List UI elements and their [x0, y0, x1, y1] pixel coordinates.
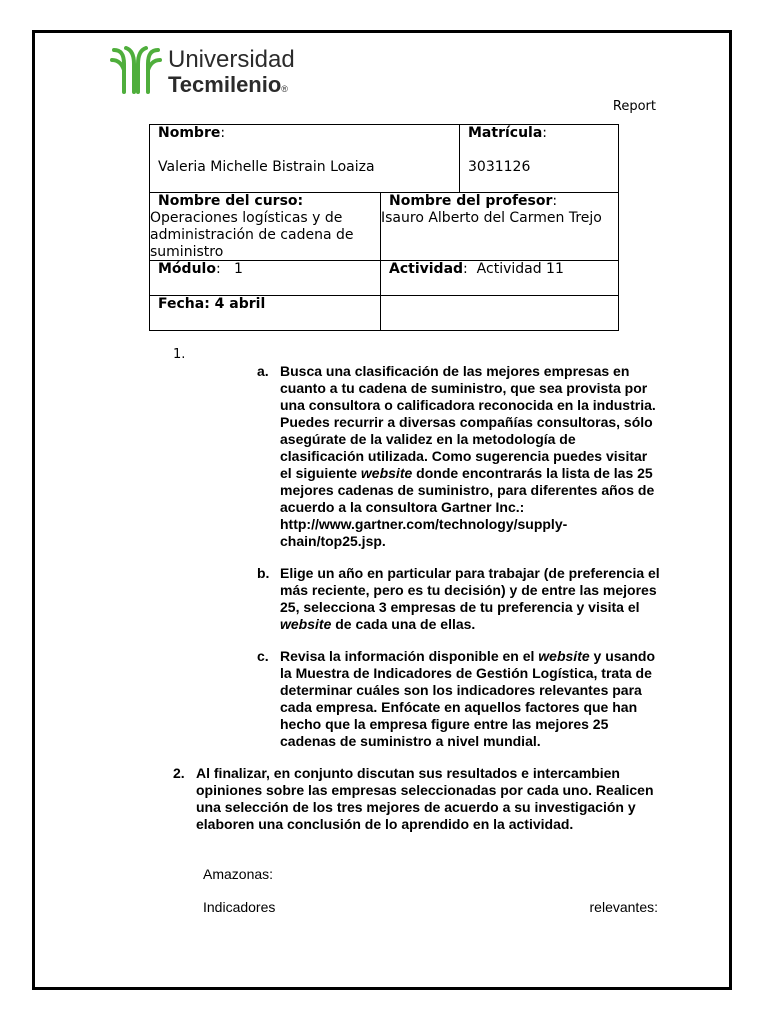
modulo-value: 1	[234, 261, 243, 277]
item-a-website: website	[360, 465, 413, 481]
list-item-2: Al finalizar, en conjunto discutan sus resultados e intercambien opiniones sobre las empresas seleccionadas por cada uno. Realicen una selección de los tres mejores de acuerdo a su investigación y elaboren una conclusión de lo aprendido en la actividad.	[196, 765, 654, 832]
item-a-text-2: donde encontrarás la lista de las 25 mejores cadenas de suministro, para diferentes años de acuerdo a la consultora Gartner Inc.: http://www.gartner.com/technology/supply-chain/top25.jsp.	[280, 465, 655, 549]
item-c-website: website	[538, 648, 590, 664]
item-b-website: website	[280, 616, 332, 632]
nombre-value: Valeria Michelle Bistrain Loaiza	[158, 159, 375, 175]
item-a-text-1: Busca una clasificación de las mejores empresas en cuanto a tu cadena de suministro, que sea provista por una consultora o calificadora reconocida en la industria. Puedes recurrir a diversas compañías consultoras, sólo asegúrate de la validez en la metodología de clasificación utilizada. Como sugerencia puedes visitar el siguiente	[280, 363, 656, 481]
cell-profesor: Nombre del profesor: Isauro Alberto del Carmen Trejo	[380, 192, 619, 261]
cell-matricula: Matrícula: 3031126	[459, 124, 619, 193]
tecmilenio-leaf-icon	[110, 44, 162, 96]
matricula-value: 3031126	[468, 159, 531, 175]
cell-nombre: Nombre: Valeria Michelle Bistrain Loaiza	[149, 124, 460, 193]
relevantes-label: relevantes:	[589, 899, 658, 915]
item-b-text-1: Elige un año en particular para trabajar (de preferencia el más reciente, pero es tu decisión) y de entre las mejores 25, selecciona 3 empresas de tu preferencia y visita el	[280, 565, 660, 615]
list-marker-a: a.	[257, 363, 269, 379]
logo-brand-text: Tecmilenio	[168, 72, 282, 97]
registered-mark: ®	[281, 84, 288, 94]
list-item-b	[280, 565, 660, 633]
logo-line-tecmilenio	[168, 72, 288, 98]
list-marker-b: b.	[257, 565, 270, 581]
matricula-label: Matrícula	[468, 125, 543, 141]
cell-actividad: Actividad: Actividad 11	[380, 260, 619, 296]
cell-empty	[380, 295, 619, 331]
cell-curso	[149, 192, 381, 261]
modulo-label: Módulo	[158, 261, 216, 277]
university-logo	[110, 44, 310, 98]
cell-fecha	[149, 295, 381, 331]
curso-value: Operaciones logísticas y de administración de cadena de suministro	[150, 210, 354, 260]
profesor-value: Isauro Alberto del Carmen Trejo	[381, 210, 602, 226]
indicadores-label: Indicadores	[203, 899, 276, 915]
logo-line-universidad: Universidad	[168, 46, 295, 73]
profesor-label: Nombre del profesor	[389, 193, 553, 209]
report-label: Report	[612, 99, 656, 114]
cell-modulo: Módulo: 1	[149, 260, 381, 296]
curso-label: Nombre del curso:	[158, 193, 304, 209]
nombre-label: Nombre	[158, 125, 221, 141]
list-item-c	[280, 648, 660, 750]
fecha-label: Fecha: 4 abril	[158, 296, 266, 312]
list-marker-c: c.	[257, 648, 269, 664]
actividad-value: Actividad 11	[476, 261, 564, 277]
student-info-table	[149, 124, 619, 331]
item-b-text-2: de cada una de ellas.	[331, 616, 476, 632]
list-item-2-number: 2.	[173, 765, 185, 781]
list-item-a	[280, 363, 660, 550]
list-item-1-number: 1.	[173, 347, 186, 362]
item-c-text-1: Revisa la información disponible en el	[280, 648, 539, 664]
amazon-label: Amazonas:	[203, 866, 274, 882]
actividad-label: Actividad	[389, 261, 464, 277]
item-c-text-2: y usando la Muestra de Indicadores de Gestión Logística, trata de determinar cuáles son los indicadores relevantes para cada empresa. Enfócate en aquellos factores que han hecho que la empresa figure entre las mejores 25 cadenas de suministro a nivel mundial.	[280, 648, 656, 749]
